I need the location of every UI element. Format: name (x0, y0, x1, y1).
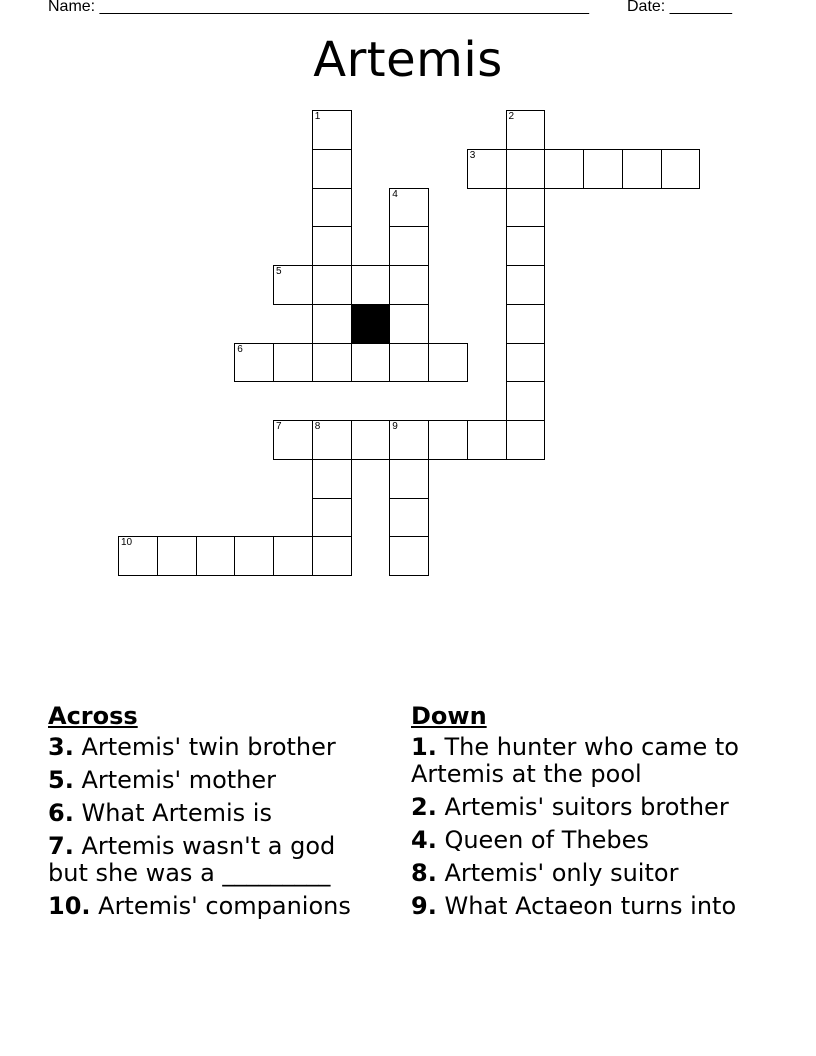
clue-text: Artemis' twin brother (73, 733, 336, 761)
grid-cell[interactable] (661, 149, 701, 189)
grid-cell[interactable] (312, 459, 352, 499)
clue-number-label: 10. (48, 892, 91, 920)
grid-cell[interactable] (273, 343, 313, 383)
grid-cell[interactable] (467, 149, 507, 189)
clue-number: 10 (121, 537, 133, 549)
name-field-label: Name: _______________________________________________________ (48, 0, 589, 15)
grid-cell[interactable] (312, 343, 352, 383)
clue-text: The hunter who came to Artemis at the pool (411, 733, 739, 788)
clue-text: Artemis' suitors brother (436, 793, 729, 821)
grid-cell[interactable] (389, 420, 429, 460)
grid-cell[interactable] (312, 536, 352, 576)
grid-cell[interactable] (157, 536, 197, 576)
clue-number-label: 8. (411, 859, 437, 887)
down-clue-list (411, 734, 741, 920)
clue-number: 3 (469, 149, 476, 161)
grid-cell[interactable] (389, 265, 429, 305)
page-title: Artemis (313, 32, 503, 88)
grid-cell[interactable] (234, 343, 274, 383)
grid-cell[interactable] (506, 226, 546, 266)
grid-cell[interactable] (506, 188, 546, 228)
clue-item (411, 734, 741, 788)
clue-item (48, 833, 378, 887)
grid-cell[interactable] (196, 536, 236, 576)
grid-cell[interactable] (389, 459, 429, 499)
clue-number: 8 (314, 421, 321, 432)
clue-item (48, 734, 378, 761)
clue-item (411, 860, 741, 887)
grid-cell[interactable] (312, 188, 352, 228)
clue-text: What Actaeon turns into (436, 892, 737, 920)
grid-cell[interactable] (506, 149, 546, 189)
clue-number-label: 7. (48, 832, 74, 860)
clue-number-label: 1. (411, 733, 437, 761)
clue-item (48, 767, 378, 794)
grid-cell[interactable] (273, 536, 313, 576)
clue-text: Artemis' only suitor (436, 859, 679, 887)
grid-cell[interactable] (506, 343, 546, 383)
down-clues (411, 703, 741, 926)
clue-item (411, 893, 741, 920)
date-field-label: Date: _______ (627, 0, 732, 15)
grid-cell[interactable] (312, 149, 352, 189)
grid-cell[interactable] (506, 110, 546, 150)
grid-cell[interactable] (428, 343, 468, 383)
grid-cell[interactable] (351, 420, 391, 460)
clue-number: 4 (392, 188, 398, 200)
grid-cell[interactable] (506, 381, 546, 421)
grid-cell[interactable] (389, 536, 429, 576)
grid-cell[interactable] (118, 536, 158, 576)
clue-item (411, 794, 741, 821)
grid-cell[interactable] (312, 265, 352, 305)
down-heading: Down (411, 702, 487, 730)
clue-number-label: 2. (411, 793, 437, 821)
grid-cell[interactable] (583, 149, 623, 189)
grid-cell[interactable] (312, 498, 352, 538)
clue-number-label: 5. (48, 766, 74, 794)
grid-cell[interactable] (312, 304, 352, 344)
across-clues (48, 703, 378, 926)
clue-number: 9 (392, 421, 398, 432)
clue-number-label: 9. (411, 892, 437, 920)
grid-block (351, 304, 391, 344)
clue-item (48, 893, 378, 920)
grid-cell[interactable] (389, 226, 429, 266)
grid-cell[interactable] (312, 110, 352, 150)
grid-cell[interactable] (544, 149, 584, 189)
clue-text: Artemis' mother (73, 766, 277, 794)
grid-cell[interactable] (428, 420, 468, 460)
grid-cell[interactable] (312, 226, 352, 266)
grid-cell[interactable] (389, 188, 429, 228)
clue-number: 6 (237, 343, 243, 355)
across-heading: Across (48, 702, 138, 730)
grid-cell[interactable] (389, 304, 429, 344)
grid-cell[interactable] (506, 265, 546, 305)
grid-cell[interactable] (273, 265, 313, 305)
grid-cell[interactable] (234, 536, 274, 576)
grid-cell[interactable] (467, 420, 507, 460)
grid-cell[interactable] (389, 343, 429, 383)
grid-cell[interactable] (622, 149, 662, 189)
grid-cell[interactable] (273, 420, 313, 460)
clue-number: 2 (508, 111, 515, 122)
grid-cell[interactable] (389, 498, 429, 538)
grid-cell[interactable] (351, 265, 391, 305)
clue-item (48, 800, 378, 827)
clue-item (411, 827, 741, 854)
clue-number-label: 4. (411, 826, 437, 854)
grid-cell[interactable] (506, 304, 546, 344)
clue-text: Artemis wasn't a god but she was a _________ (48, 832, 336, 887)
clue-text: Queen of Thebes (436, 826, 649, 854)
grid-cell[interactable] (351, 343, 391, 383)
clue-text: What Artemis is (73, 799, 272, 827)
grid-cell[interactable] (506, 420, 546, 460)
across-clue-list (48, 734, 378, 920)
clue-number: 7 (276, 421, 282, 432)
clue-text: Artemis' companions (90, 892, 351, 920)
clue-number: 5 (276, 266, 282, 277)
clue-number-label: 3. (48, 733, 74, 761)
clue-number: 1 (314, 111, 321, 122)
grid-cell[interactable] (312, 420, 352, 460)
clue-number-label: 6. (48, 799, 74, 827)
